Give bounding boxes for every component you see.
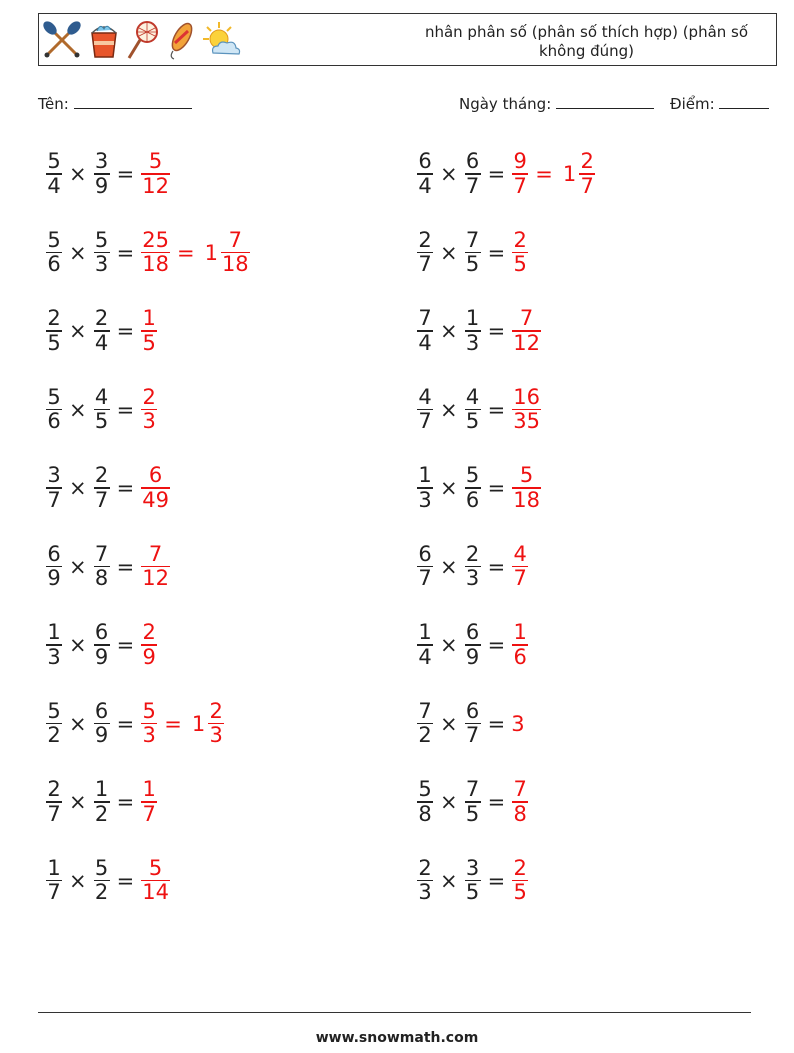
denominator: 6 <box>513 644 527 669</box>
numerator: 1 <box>513 620 527 645</box>
denominator: 9 <box>94 173 109 198</box>
equals-sign: = <box>116 240 135 265</box>
answer <box>139 778 159 826</box>
mixed-fraction <box>221 229 250 277</box>
numerator: 7 <box>513 777 527 802</box>
denominator: 18 <box>221 252 249 277</box>
equals-sign: = <box>487 476 506 500</box>
answer-fraction <box>141 778 157 826</box>
equals-sign: = <box>487 790 506 814</box>
times-sign: × <box>440 397 458 422</box>
equals-sign: = <box>116 711 135 736</box>
problem-item <box>44 615 159 675</box>
equals-sign: = <box>116 476 135 500</box>
factor-a <box>46 386 62 434</box>
problem-item <box>415 772 530 832</box>
denominator: 6 <box>47 409 61 434</box>
numerator: 7 <box>519 306 534 331</box>
factor-a <box>417 386 433 434</box>
answer-fraction <box>512 307 541 355</box>
denominator: 4 <box>47 173 61 198</box>
denominator: 5 <box>465 801 480 826</box>
numerator: 6 <box>465 149 480 174</box>
factor-a <box>417 229 433 277</box>
problem-item <box>415 380 543 440</box>
problem-item <box>44 694 226 754</box>
numerator: 7 <box>418 306 432 331</box>
numerator: 1 <box>94 777 109 802</box>
problem-item <box>415 537 530 597</box>
times-sign: × <box>440 319 458 343</box>
factor-b <box>465 857 481 905</box>
factor-a <box>417 543 433 591</box>
denominator: 7 <box>47 487 61 512</box>
numerator: 5 <box>94 855 109 880</box>
factor-b <box>94 386 110 434</box>
footer-url: www.snowmath.com <box>315 1030 479 1046</box>
numerator: 1 <box>418 620 432 645</box>
numerator: 2 <box>142 620 156 645</box>
numerator: 7 <box>228 227 242 252</box>
answer <box>510 150 597 198</box>
equals-sign: = <box>116 162 135 186</box>
problem-item <box>415 458 543 518</box>
equals-sign: = <box>487 162 506 186</box>
numerator: 2 <box>47 777 61 802</box>
times-sign: × <box>69 397 87 422</box>
equals-sign: = <box>487 711 506 736</box>
numerator: 6 <box>94 698 109 723</box>
denominator: 5 <box>513 252 527 277</box>
numerator: 2 <box>580 149 594 174</box>
denominator: 7 <box>418 566 432 591</box>
numerator: 5 <box>47 149 61 174</box>
numerator: 1 <box>465 306 480 331</box>
factor-b <box>465 150 481 198</box>
denominator: 12 <box>513 330 540 355</box>
answer-fraction <box>512 857 528 905</box>
factor-b <box>465 386 481 434</box>
factor-b <box>465 543 481 591</box>
denominator: 18 <box>142 252 169 277</box>
answer <box>510 386 543 434</box>
problem-item <box>415 615 530 675</box>
factor-a <box>46 150 62 198</box>
mixed-whole: 1 <box>204 240 218 265</box>
date-line[interactable] <box>556 94 654 109</box>
numerator: 2 <box>418 855 432 880</box>
denominator: 8 <box>513 801 527 826</box>
net-icon <box>125 19 161 61</box>
worksheet-title: nhân phân số (phân số thích hợp) (phân số không đúng) <box>424 23 749 60</box>
numerator: 5 <box>94 227 109 252</box>
denominator: 18 <box>513 487 540 512</box>
times-sign: × <box>440 240 458 265</box>
mixed-whole: 1 <box>562 162 577 186</box>
header-box <box>38 13 777 66</box>
denominator: 9 <box>94 644 109 669</box>
factor-b <box>94 778 110 826</box>
numerator: 2 <box>209 698 223 723</box>
equals-sign: = <box>116 319 135 343</box>
denominator: 8 <box>94 566 109 591</box>
denominator: 35 <box>513 409 540 434</box>
factor-a <box>46 543 62 591</box>
denominator: 3 <box>94 252 109 277</box>
denominator: 3 <box>209 723 223 748</box>
times-sign: × <box>69 554 87 579</box>
factor-a <box>46 700 62 748</box>
answer <box>510 464 543 512</box>
numerator: 2 <box>142 384 156 409</box>
denominator: 2 <box>94 801 109 826</box>
numerator: 2 <box>94 306 109 331</box>
problem-item <box>415 144 597 204</box>
answer <box>510 543 530 591</box>
denominator: 3 <box>465 566 480 591</box>
problem-item <box>44 458 172 518</box>
denominator: 6 <box>47 252 61 277</box>
equals-sign: = <box>487 554 506 579</box>
problem-item <box>415 694 525 754</box>
numerator: 4 <box>94 384 109 409</box>
problem-item <box>44 537 172 597</box>
numerator: 6 <box>465 620 480 645</box>
factor-b <box>94 621 110 669</box>
denominator: 4 <box>94 330 109 355</box>
numerator: 4 <box>513 541 527 566</box>
denominator: 12 <box>142 173 169 198</box>
equals-sign: = <box>487 319 506 343</box>
denominator: 7 <box>513 566 527 591</box>
denominator: 7 <box>465 173 480 198</box>
denominator: 7 <box>47 880 61 905</box>
answer <box>139 700 226 748</box>
denominator: 8 <box>418 801 432 826</box>
score-line[interactable] <box>719 94 769 109</box>
numerator: 5 <box>47 227 61 252</box>
factor-b <box>94 857 110 905</box>
numerator: 4 <box>465 384 480 409</box>
answer <box>510 621 530 669</box>
answer-fraction <box>512 621 528 669</box>
denominator: 7 <box>418 409 432 434</box>
equals-sign: = <box>116 397 135 422</box>
footer-divider <box>38 1012 751 1013</box>
denominator: 3 <box>418 880 432 905</box>
numerator: 5 <box>465 463 480 488</box>
answer <box>510 857 530 905</box>
denominator: 7 <box>94 487 109 512</box>
times-sign: × <box>69 240 87 265</box>
numerator: 1 <box>142 777 156 802</box>
numerator: 6 <box>418 541 432 566</box>
equals-sign: = <box>487 633 506 657</box>
denominator: 6 <box>465 487 480 512</box>
times-sign: × <box>440 476 458 500</box>
equals-sign: = <box>116 633 135 657</box>
factor-b <box>94 150 110 198</box>
answer <box>139 386 159 434</box>
numerator: 6 <box>47 541 61 566</box>
answer-fraction <box>141 229 170 277</box>
answer-fraction <box>141 700 157 748</box>
numerator: 5 <box>519 463 534 488</box>
answer <box>139 543 172 591</box>
numerator: 7 <box>465 227 480 252</box>
date-field <box>459 94 654 113</box>
numerator: 6 <box>94 620 109 645</box>
problem-item <box>415 301 543 361</box>
answer-fraction <box>141 150 170 198</box>
numerator: 3 <box>465 855 480 880</box>
numerator: 2 <box>513 855 527 880</box>
answer-fraction <box>512 543 528 591</box>
answer-fraction <box>512 464 541 512</box>
denominator: 3 <box>47 644 61 669</box>
equals-sign: = <box>176 240 195 265</box>
equals-sign: = <box>164 711 182 736</box>
score-label: Điểm: <box>670 95 715 113</box>
factor-a <box>46 307 62 355</box>
factor-a <box>417 857 433 905</box>
answer-fraction <box>141 386 157 434</box>
times-sign: × <box>440 711 458 736</box>
denominator: 4 <box>418 644 432 669</box>
numerator: 6 <box>465 698 480 723</box>
answer <box>139 229 251 277</box>
denominator: 5 <box>465 409 480 434</box>
numerator: 5 <box>142 698 156 723</box>
factor-a <box>417 700 433 748</box>
denominator: 4 <box>418 330 432 355</box>
numerator: 3 <box>94 149 109 174</box>
denominator: 7 <box>47 801 61 826</box>
factor-a <box>417 307 433 355</box>
factor-a <box>46 621 62 669</box>
answer-fraction <box>141 543 170 591</box>
denominator: 3 <box>142 723 156 748</box>
answer <box>139 150 172 198</box>
denominator: 7 <box>465 723 480 748</box>
mixed-fraction <box>208 700 224 748</box>
numerator: 7 <box>418 698 432 723</box>
answer-fraction <box>141 307 157 355</box>
factor-a <box>417 621 433 669</box>
answer <box>139 464 172 512</box>
times-sign: × <box>440 554 458 579</box>
numerator: 1 <box>418 463 432 488</box>
problem-item <box>44 380 159 440</box>
times-sign: × <box>69 633 87 657</box>
denominator: 5 <box>142 330 156 355</box>
equals-sign: = <box>487 397 506 422</box>
score-field <box>670 94 769 113</box>
equals-sign: = <box>487 868 506 893</box>
answer-fraction <box>512 150 528 198</box>
times-sign: × <box>69 162 87 186</box>
numerator: 7 <box>148 541 163 566</box>
numerator: 5 <box>418 777 432 802</box>
denominator: 3 <box>418 487 432 512</box>
factor-a <box>46 857 62 905</box>
numerator: 1 <box>47 620 61 645</box>
factor-b <box>94 464 110 512</box>
denominator: 7 <box>418 252 432 277</box>
numerator: 5 <box>47 384 61 409</box>
denominator: 9 <box>47 566 61 591</box>
factor-b <box>465 464 481 512</box>
numerator: 25 <box>142 227 169 252</box>
factor-b <box>94 229 110 277</box>
answer-fraction <box>512 778 528 826</box>
fishing-float-icon <box>165 19 195 61</box>
numerator: 1 <box>47 855 61 880</box>
numerator: 2 <box>47 306 61 331</box>
answer <box>510 778 530 826</box>
denominator: 9 <box>94 723 109 748</box>
denominator: 2 <box>418 723 432 748</box>
problem-item <box>44 772 159 832</box>
factor-b <box>465 307 481 355</box>
name-line[interactable] <box>74 94 192 109</box>
numerator: 3 <box>47 463 61 488</box>
denominator: 7 <box>580 173 594 198</box>
factor-b <box>94 543 110 591</box>
equals-sign: = <box>116 554 135 579</box>
numerator: 6 <box>148 463 163 488</box>
factor-a <box>46 229 62 277</box>
bucket-icon <box>87 19 121 61</box>
answer-fraction <box>141 621 157 669</box>
answer-fraction <box>141 464 170 512</box>
factor-b <box>465 621 481 669</box>
factor-a <box>417 464 433 512</box>
equals-sign: = <box>535 162 553 186</box>
times-sign: × <box>69 711 87 736</box>
denominator: 2 <box>94 880 109 905</box>
numerator: 2 <box>513 227 527 252</box>
answer-fraction <box>141 857 170 905</box>
numerator: 5 <box>47 698 61 723</box>
denominator: 4 <box>418 173 432 198</box>
denominator: 9 <box>465 644 480 669</box>
numerator: 2 <box>94 463 109 488</box>
denominator: 9 <box>142 644 156 669</box>
factor-b <box>465 229 481 277</box>
times-sign: × <box>69 790 87 814</box>
factor-a <box>46 464 62 512</box>
times-sign: × <box>69 319 87 343</box>
numerator: 4 <box>418 384 432 409</box>
answer <box>139 621 159 669</box>
answer <box>139 307 159 355</box>
denominator: 49 <box>142 487 169 512</box>
answer <box>139 857 172 905</box>
numerator: 9 <box>513 149 527 174</box>
numerator: 16 <box>513 384 540 409</box>
denominator: 7 <box>142 801 156 826</box>
answer <box>510 307 543 355</box>
problem-item <box>415 223 530 283</box>
numerator: 7 <box>94 541 109 566</box>
denominator: 5 <box>47 330 61 355</box>
denominator: 5 <box>94 409 109 434</box>
denominator: 12 <box>142 566 169 591</box>
factor-b <box>94 307 110 355</box>
equals-sign: = <box>487 240 506 265</box>
numerator: 7 <box>465 777 480 802</box>
answer <box>510 229 530 277</box>
numerator: 6 <box>418 149 432 174</box>
factor-b <box>465 778 481 826</box>
answer-fraction <box>512 229 528 277</box>
answer-whole: 3 <box>511 711 525 736</box>
name-label: Tên: <box>38 95 69 113</box>
times-sign: × <box>69 476 87 500</box>
name-field <box>38 94 192 113</box>
denominator: 5 <box>465 252 480 277</box>
mixed-fraction <box>579 150 595 198</box>
times-sign: × <box>440 162 458 186</box>
problem-item <box>44 223 252 283</box>
factor-a <box>417 150 433 198</box>
times-sign: × <box>69 868 87 893</box>
denominator: 14 <box>142 880 169 905</box>
answer <box>510 712 524 736</box>
factor-a <box>46 778 62 826</box>
factor-a <box>417 778 433 826</box>
numerator: 5 <box>148 149 163 174</box>
date-label: Ngày tháng: <box>459 95 552 113</box>
mixed-whole: 1 <box>191 711 206 736</box>
times-sign: × <box>440 868 458 893</box>
denominator: 3 <box>142 409 156 434</box>
times-sign: × <box>440 790 458 814</box>
numerator: 2 <box>418 227 432 252</box>
denominator: 2 <box>47 723 61 748</box>
times-sign: × <box>440 633 458 657</box>
equals-sign: = <box>116 868 135 893</box>
factor-b <box>465 700 481 748</box>
problem-item <box>44 851 172 911</box>
denominator: 5 <box>513 880 527 905</box>
oars-icon <box>41 19 83 61</box>
numerator: 1 <box>142 306 156 331</box>
equals-sign: = <box>116 790 135 814</box>
problem-item <box>44 301 159 361</box>
numerator: 2 <box>465 541 480 566</box>
sun-cloud-icon <box>199 19 243 61</box>
denominator: 5 <box>465 880 480 905</box>
problem-item <box>44 144 172 204</box>
denominator: 7 <box>513 173 527 198</box>
numerator: 5 <box>148 855 163 880</box>
header-icons <box>41 17 247 63</box>
answer-fraction <box>512 386 541 434</box>
denominator: 3 <box>465 330 480 355</box>
factor-b <box>94 700 110 748</box>
problem-item <box>415 851 530 911</box>
